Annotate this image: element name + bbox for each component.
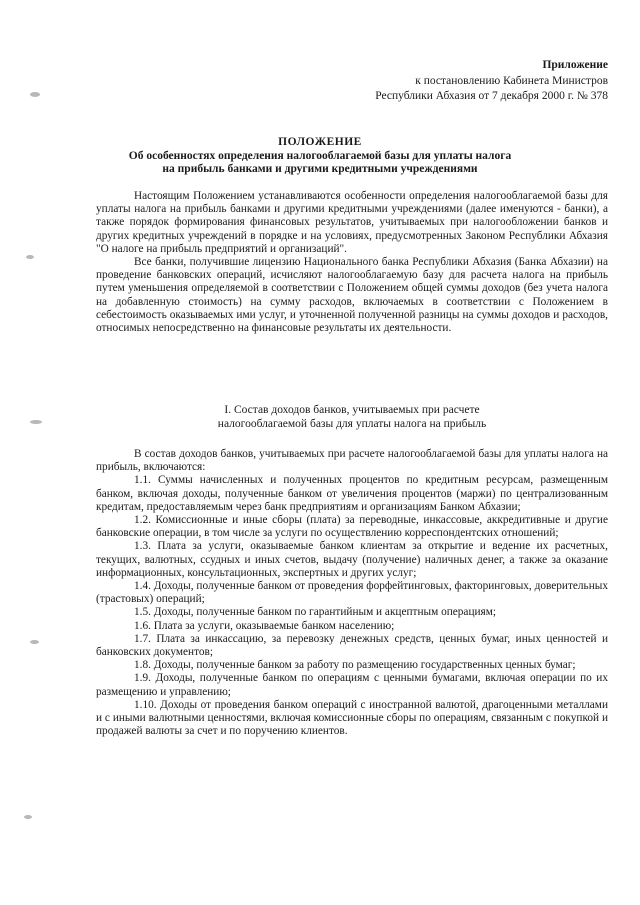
appendix-block	[288, 58, 608, 105]
appendix-line: к постановлению Кабинета Министров	[415, 74, 608, 87]
section-heading-line: налогооблагаемой базы для уплаты налога на прибыль	[217, 417, 487, 430]
list-item: 1.2. Комиссионные и иные сборы (плата) за переводные, инкассовые, аккредитивные и другие банковские операции, в том числе за услуги по осуществлению корреспондентских отношений;	[96, 514, 608, 540]
title-main: ПОЛОЖЕНИЕ	[278, 136, 362, 148]
paragraph: Все банки, получившие лицензию Национального банка Республики Абхазия (Банка Абхазии) на проведение банковских операций, исчисляют налогооблагаемую базу для расчета налога на прибыль путем уменьшения определяемой в соответствии с Положением общей суммы доходов (без учета налога на добавленную стоимость) на сумму расходов, включаемых в соответствии с Положением в себестоимость оказываемых ими услуг, и уточненной полученной разницы на суммы доходов и расходов, относимых непосредственно на финансовые результаты их деятельности.	[96, 256, 608, 335]
appendix-line: Республики Абхазия от 7 декабря 2000 г. № 378	[375, 90, 608, 102]
intro-text	[96, 190, 608, 335]
scan-mark	[30, 92, 40, 97]
paragraph: Настоящим Положением устанавливаются особенности определения налогооблагаемой базы для уплаты налога на прибыль банками и другими кредитными учреждениями (далее именуются - банки), а также порядок формирования финансовых результатов, учитываемых при налогообложении банков и других кредитных учреждений в порядке и на условиях, предусмотренных Законом Республики Абхазия "О налоге на прибыль предприятий и организаций".	[96, 190, 608, 255]
list-item: 1.7. Плата за инкассацию, за перевозку денежных средств, ценных бумаг, иных ценностей и банковских документов;	[96, 632, 608, 659]
document-title	[80, 136, 560, 177]
section-lead: В состав доходов банков, учитываемых при расчете налогооблагаемой базы для уплаты налога на прибыль, включаются:	[96, 448, 608, 474]
scan-mark	[30, 640, 39, 644]
scan-mark	[30, 420, 42, 424]
title-subtitle: Об особенностях определения налогооблагаемой базы для уплаты налога	[128, 149, 512, 162]
scan-mark	[24, 815, 32, 819]
list-item: 1.8. Доходы, полученные банком за работу по размещению государственных ценных бумаг;	[134, 659, 576, 672]
title-subtitle: на прибыль банками и другими кредитными учреждениями	[162, 163, 478, 175]
section-items	[96, 448, 608, 738]
list-item: 1.3. Плата за услуги, оказываемые банком клиентам за открытие и ведение их расчетных, текущих, валютных, ссудных и иных счетов, выдачу (получение) наличных денег, а также за оказание информационных, консультационных, экспертных и других услуг;	[96, 540, 608, 579]
list-item: 1.9. Доходы, полученные банком по операциям с ценными бумагами, включая операции по их размещению и управлению;	[96, 672, 608, 698]
appendix-heading: Приложение	[542, 59, 608, 71]
list-item: 1.5. Доходы, полученные банком по гарантийным и акцептным операциям;	[134, 606, 497, 619]
section-heading	[96, 404, 608, 431]
scan-mark	[26, 255, 34, 259]
list-item: 1.4. Доходы, полученные банком от проведения форфейтинговых, факторинговых, доверительных (трастовых) операций;	[96, 580, 608, 606]
section-heading-line: I. Состав доходов банков, учитываемых при расчете	[224, 404, 480, 416]
list-item: 1.10. Доходы от проведения банком операций с иностранной валютой, драгоценными металлами и с иными валютными ценностями, включая комиссионные сборы по операциям, связанным с покупкой и продажей валюты за счет и по поручению клиентов.	[96, 698, 608, 738]
list-item: 1.6. Плата за услуги, оказываемые банком населению;	[134, 619, 395, 632]
list-item: 1.1. Суммы начисленных и полученных процентов по кредитным ресурсам, размещенным банком, включая доходы, полученные банком от увеличения процентов (маржи) по централизованным кредитам, предоставляемым через банк предприятиям и организациям Банком Абхазии;	[96, 474, 608, 513]
